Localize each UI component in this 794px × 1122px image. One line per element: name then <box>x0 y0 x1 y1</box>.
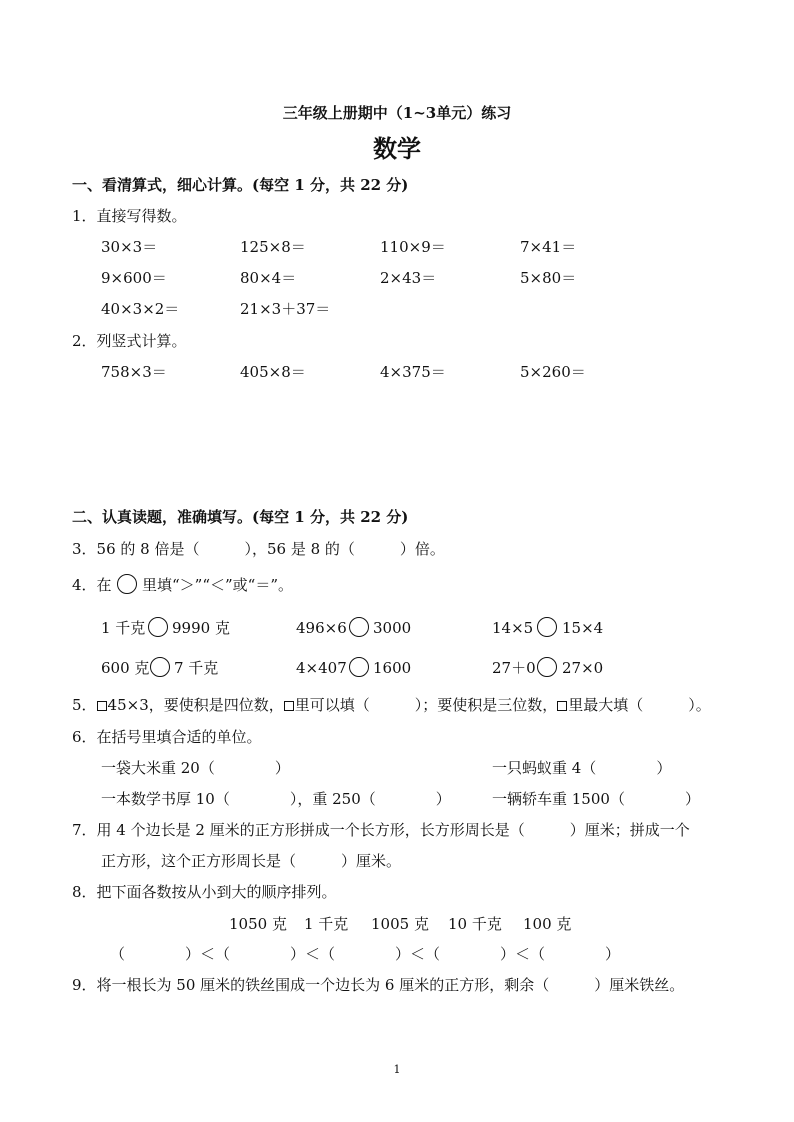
compare-left: 600 克 <box>101 659 150 677</box>
question-7-line-1: 7．用 4 个边长是 2 厘米的正方形拼成一个长方形，长方形周长是（ ）厘米；拼成一个 <box>72 821 690 839</box>
question-9: 9．将一根长为 50 厘米的铁丝围成一个边长为 6 厘米的正方形，剩余（ ）厘米铁丝。 <box>72 976 685 994</box>
compare-left: 1 千克 <box>101 619 146 637</box>
question-1-label: 1．直接写得数。 <box>72 207 187 225</box>
question-5-text-b: 里可以填（ ）；要使积是三位数， <box>294 696 558 714</box>
calc-item: 40×3×2＝ <box>101 300 180 318</box>
unit-item: 一袋大米重 20（ ） <box>101 759 290 777</box>
compare-left: 496×6 <box>296 619 347 637</box>
question-4-prefix: 4．在 <box>72 576 112 594</box>
question-2-label: 2．列竖式计算。 <box>72 332 187 350</box>
compare-right: 1600 <box>373 659 412 677</box>
section-1-heading: 一、看清算式，细心计算。(每空 1 分，共 22 分) <box>72 176 409 194</box>
calc-item: 30×3＝ <box>101 238 158 256</box>
compare-left: 14×5 <box>492 619 534 637</box>
section-2-heading: 二、认真读题，准确填写。(每空 1 分，共 22 分) <box>72 508 409 526</box>
question-5-number: 5． <box>72 696 97 714</box>
calc-item: 9×600＝ <box>101 269 167 287</box>
compare-right: 7 千克 <box>174 659 219 677</box>
calc-item: 5×80＝ <box>520 269 577 287</box>
compare-circle-icon[interactable] <box>349 657 369 677</box>
unit-item: 一辆轿车重 1500（ ） <box>492 790 700 808</box>
compare-circle-icon[interactable] <box>150 657 170 677</box>
compare-right: 3000 <box>373 619 412 637</box>
vertical-calc-item: 5×260＝ <box>520 363 586 381</box>
blank-square-icon <box>557 701 567 711</box>
question-5-text-a: 45×3，要使积是四位数， <box>107 696 284 714</box>
vertical-calc-item: 758×3＝ <box>101 363 167 381</box>
compare-circle-icon <box>117 574 137 594</box>
weight-value: 1050 克 <box>229 915 287 933</box>
compare-left: 4×407 <box>296 659 347 677</box>
compare-right: 15×4 <box>562 619 604 637</box>
subject-title: 数学 <box>373 134 421 163</box>
question-5 <box>72 698 711 713</box>
blank-square-icon <box>97 701 107 711</box>
question-7-line-2: 正方形，这个正方形周长是（ ）厘米。 <box>101 852 402 870</box>
compare-circle-icon[interactable] <box>349 617 369 637</box>
page-number: 1 <box>393 1063 401 1076</box>
vertical-calc-item: 405×8＝ <box>240 363 306 381</box>
weight-value: 10 千克 <box>448 915 502 933</box>
calc-item: 125×8＝ <box>240 238 306 256</box>
question-6-label: 6．在括号里填合适的单位。 <box>72 728 262 746</box>
calc-item: 110×9＝ <box>380 238 446 256</box>
compare-right: 9990 克 <box>172 619 230 637</box>
compare-circle-icon[interactable] <box>148 617 168 637</box>
calc-item: 7×41＝ <box>520 238 577 256</box>
weight-value: 100 克 <box>523 915 572 933</box>
compare-circle-icon[interactable] <box>537 657 557 677</box>
unit-item: 一本数学书厚 10（ ），重 250（ ） <box>101 790 451 808</box>
calc-item: 80×4＝ <box>240 269 297 287</box>
page-title: 三年级上册期中（1~3单元）练习 <box>282 104 512 122</box>
blank-square-icon <box>284 701 294 711</box>
calc-item: 21×3＋37＝ <box>240 300 331 318</box>
question-4-suffix: 里填“＞”“＜”或“＝”。 <box>142 576 294 594</box>
compare-right: 27×0 <box>562 659 604 677</box>
unit-item: 一只蚂蚁重 4（ ） <box>492 759 672 777</box>
ordering-blanks: （ ）＜（ ）＜（ ）＜（ ）＜（ ） <box>110 945 621 963</box>
vertical-calc-item: 4×375＝ <box>380 363 446 381</box>
question-5-text-c: 里最大填（ ）。 <box>568 696 711 714</box>
weight-value: 1 千克 <box>304 915 349 933</box>
weight-value: 1005 克 <box>371 915 429 933</box>
compare-left: 27＋0 <box>492 659 536 677</box>
question-8-label: 8．把下面各数按从小到大的顺序排列。 <box>72 883 337 901</box>
question-3: 3．56 的 8 倍是（ ），56 是 8 的（ ）倍。 <box>72 540 445 558</box>
calc-item: 2×43＝ <box>380 269 437 287</box>
compare-circle-icon[interactable] <box>537 617 557 637</box>
